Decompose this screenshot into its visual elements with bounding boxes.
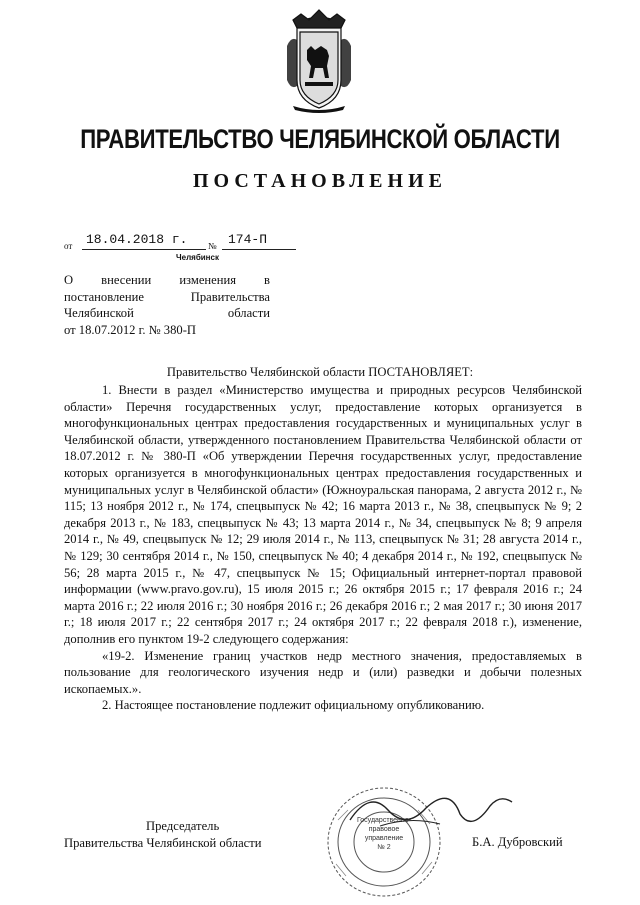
number-label: № bbox=[208, 241, 217, 251]
document-city: Челябинск bbox=[176, 253, 219, 262]
document-date: 18.04.2018 г. bbox=[82, 232, 206, 250]
chelyabinsk-coat-of-arms-icon bbox=[283, 6, 355, 114]
signatory-name: Б.А. Дубровский bbox=[472, 835, 563, 849]
date-from-label: от bbox=[64, 241, 73, 251]
document-meta bbox=[64, 232, 304, 262]
government-title: ПРАВИТЕЛЬСТВО ЧЕЛЯБИНСКОЙ ОБЛАСТИ bbox=[80, 124, 560, 154]
seal-text-line: правовое bbox=[368, 826, 400, 833]
seal-text-line: управление bbox=[364, 835, 404, 842]
paragraph-2: 2. Настоящее постановление подлежит официальному опубликованию. bbox=[102, 698, 485, 713]
paragraph-quote: «19-2. Изменение границ участков недр местного значения, предоставляемых в пользование для геологического изучения недр и (или) разведки и добычи полезных ископаемых.». bbox=[64, 648, 582, 696]
resolution-preamble: Правительство Челябинской области ПОСТАНОВЛЯЕТ: bbox=[166, 365, 474, 379]
document-body bbox=[64, 382, 582, 714]
subject-line: Челябинской области bbox=[64, 306, 270, 321]
document-subject bbox=[64, 272, 270, 338]
document-number: 174-П bbox=[222, 232, 296, 250]
paragraph-1: 1. Внести в раздел «Министерство имущества и природных ресурсов Челябинской области» Перечня государственных услуг, предоставление которых организуется в многофункциональных центрах предоставления государственных и муниципальных услуг в Челябинской области, утвержденного постановлением Правительства Челябинской области от 18.07.2012 г. № 380-П «Об утверждении Перечня государственных услуг, предоставление которых организуется в многофункциональных центрах предоставления государственных и муниципальных услуг в Челябинской области» (Южноуральская панорама, 2 августа 2012 г., № 115; 13 ноября 2012 г., № 174, спецвыпуск № 42; 16 марта 2013 г., № 38, спецвыпуск № 9; 2 декабря 2013 г., № 183, спецвыпуск № 43; 13 марта 2014 г., № 34, спецвыпуск № 8; 9 апреля 2014 г., № 49, спецвыпуск № 12; 29 июля 2014 г., № 113, спецвыпуск № 31; 28 августа 2014 г., № 129; 30 сентября 2014 г., № 150, спецвыпуск № 40; 4 декабря 2014 г., № 192, спецвыпуск № 56; 28 марта 2015 г., № 47, спецвыпуск № 15; Официальный интернет-портал правовой информации (www.pravo.gov.ru), 15 июля 2015 г.; 26 октября 2015 г.; 17 февраля 2016 г.; 24 марта 2016 г.; 22 июля 2016 г.; 30 ноября 2016 г.; 26 декабря 2016 г.; 2 мая 2017 г.; 30 июня 2017 г.; 18 июля 2017 г.; 22 сентября 2017 г.; 24 октября 2017 г.; 22 февраля 2018 г.), изменение, дополнив его пунктом 19-2 следующего содержания: bbox=[64, 383, 582, 646]
handwritten-signature-icon bbox=[340, 780, 520, 840]
seal-text-line: Государственно- bbox=[356, 817, 412, 824]
signatory-title bbox=[64, 818, 314, 851]
subject-line: О внесении изменения в bbox=[64, 273, 270, 287]
subject-line: постановление Правительства bbox=[64, 289, 270, 304]
seal-text-line: № 2 bbox=[377, 844, 391, 851]
document-type: ПОСТАНОВЛЕНИЕ bbox=[193, 170, 447, 192]
subject-line: от 18.07.2012 г. № 380-П bbox=[64, 322, 196, 337]
signatory-title-line: Председатель bbox=[146, 819, 220, 833]
signatory-title-line: Правительства Челябинской области bbox=[64, 835, 262, 850]
